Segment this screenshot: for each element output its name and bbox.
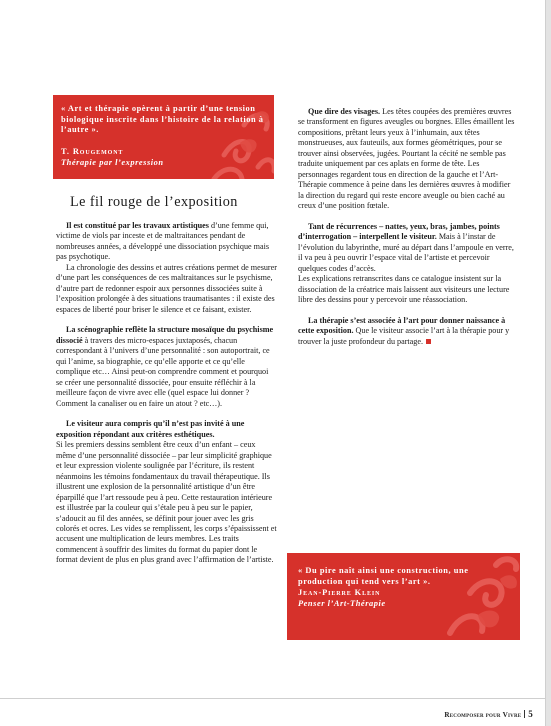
paragraph (56, 325, 277, 409)
paragraph (298, 107, 516, 212)
paragraph-text: à travers des micro-espaces juxtaposés, chacun correspondant à l’univers d’une personnalité : son autoportrait, ce qui l’anime, sa biographie, ce qu’elle apporte et ce qu’elle complique etc… Ainsi peut-on comprendre comment et pourquoi se créer une personnalité dissociée, pour ensuite réfléchir à la meilleure façon de vivre avec elle (quel espace lui donner ? Comment la canaliser ou en faire un atout ? etc…). (56, 335, 270, 408)
quote-box-rougemont (53, 95, 274, 179)
quote-author: T. Rougemont (61, 147, 124, 156)
lead-in: Tant de récurrences – nattes, yeux, bras, jambes, points d’interrogation – interpellent le visiteur. (298, 221, 500, 242)
footer-divider (0, 698, 545, 699)
paragraph-text: Les têtes coupées des premières œuvres se transforment en figures aveugles ou borgnes. Elles émaillent les compositions, prêtant leurs yeux à l’inhumain, aux têtes monstrueuses, aux fauteuils, aux formes géométriques, pour se trouver ainsi observées, jugées. Pourtant la cécité ne semble pas traduite uniquement par ces aplats en forme de tête. Les personnages regardent tous en direction de la gauche et l’Art-Thérapie commence à peine dans les dernières œuvres à modifier la direction du regard qui reste encore aveugle ou bien caché au creux d’une position fœtale. (298, 107, 515, 211)
paragraph: Les explications retranscrites dans ce catalogue insistent sur la dissociation de la créatrice mais laissent aux visiteurs une lecture libre des dessins pour y percevoir une réassociation. (298, 274, 510, 305)
quote-text: « Art et thérapie opèrent à partir d’une tension biologique inscrite dans l’histoire de la relation à l’autre ». (61, 104, 264, 135)
paragraph: Si les premiers dessins semblent être ceux d’un enfant – ceux même d’une personnalité dissociée – par leur simplicité graphique et leur expression violente soulignée par l’écriture, ils restent néanmoins les témoins fondamentaux du travail thérapeutique. Ils illustrent une explosion de la personnalité artistique d’un être éparpillé que l’art ressoude peu à peu. Cette restauration intérieure est illustrée par la couleur qui s’étale peu à peu sur le papier, s’adoucit au fil des années, se définit pour jouer avec les gris colorés et ocres. Les vides se remplissent, les corps s’épaississent et accusent une multiplication de leurs membres. Les traits commencent à souffrir des limites du format du papier dont le format devient de plus en plus grand avec l’affirmation de l’artiste. (56, 440, 277, 565)
paragraph (56, 419, 277, 440)
quote-source: Thérapie par l’expression (61, 158, 164, 167)
lead-in: La thérapie s’est associée à l’art pour donner naissance à cette exposition. (298, 315, 506, 336)
paragraph (56, 221, 277, 263)
lead-in: La scénographie reflète la structure mosaïque du psychisme dissocié (56, 325, 274, 345)
quote-text: « Du pire naît ainsi une construction, une production qui tend vers l’art ». (298, 566, 469, 586)
section-heading: Le fil rouge de l’exposition (70, 194, 238, 210)
lead-in: Le visiteur aura compris qu’il n’est pas invité à une exposition répondant aux critères esthétiques. (56, 419, 245, 439)
page-number: 5 (528, 709, 533, 719)
paragraph-text: d’une femme qui, victime de viols par inceste et de maltraitances pendant de nombreuses années, a développé une dissociation psychique mais pas psychotique. (56, 221, 269, 262)
quote-box-klein (287, 553, 520, 640)
end-mark-icon (426, 339, 431, 344)
page-footer (444, 709, 533, 719)
paragraph: La chronologie des dessins et autres créations permet de mesurer d’une part les conséquences de ces maltraitances sur le psychisme, d’autre part de redonner espoir aux personnes dissociées suite à l’exposition prolongée à des situations traumatisantes : il existe des espaces de liberté pour briser le silence et ce faisant, exister. (56, 262, 277, 314)
paragraph-text: Mais à l’instar de l’évolution du labyrinthe, muré au départ dans l’ampoule en verre, il va peu à peu ouvrir l’espace vital de l’artiste et percevoir quelques codes d’accès. (298, 232, 514, 273)
right-column (298, 107, 516, 347)
left-column (56, 221, 277, 566)
footer-separator (524, 710, 525, 718)
paragraph (298, 316, 516, 347)
running-title: Recomposer pour Vivre (444, 711, 522, 719)
paragraph (298, 222, 516, 274)
paragraph-text: Que le visiteur associe l’art à la thérapie pour y trouver la juste profondeur du partage. (298, 326, 510, 346)
quote-source: Penser l’Art-Thérapie (298, 599, 386, 608)
lead-in: Il est constitué par les travaux artistiques (66, 221, 209, 230)
quote-author: Jean-Pierre Klein (298, 588, 381, 597)
page-edge (545, 0, 551, 726)
lead-in: Que dire des visages. (308, 107, 381, 116)
